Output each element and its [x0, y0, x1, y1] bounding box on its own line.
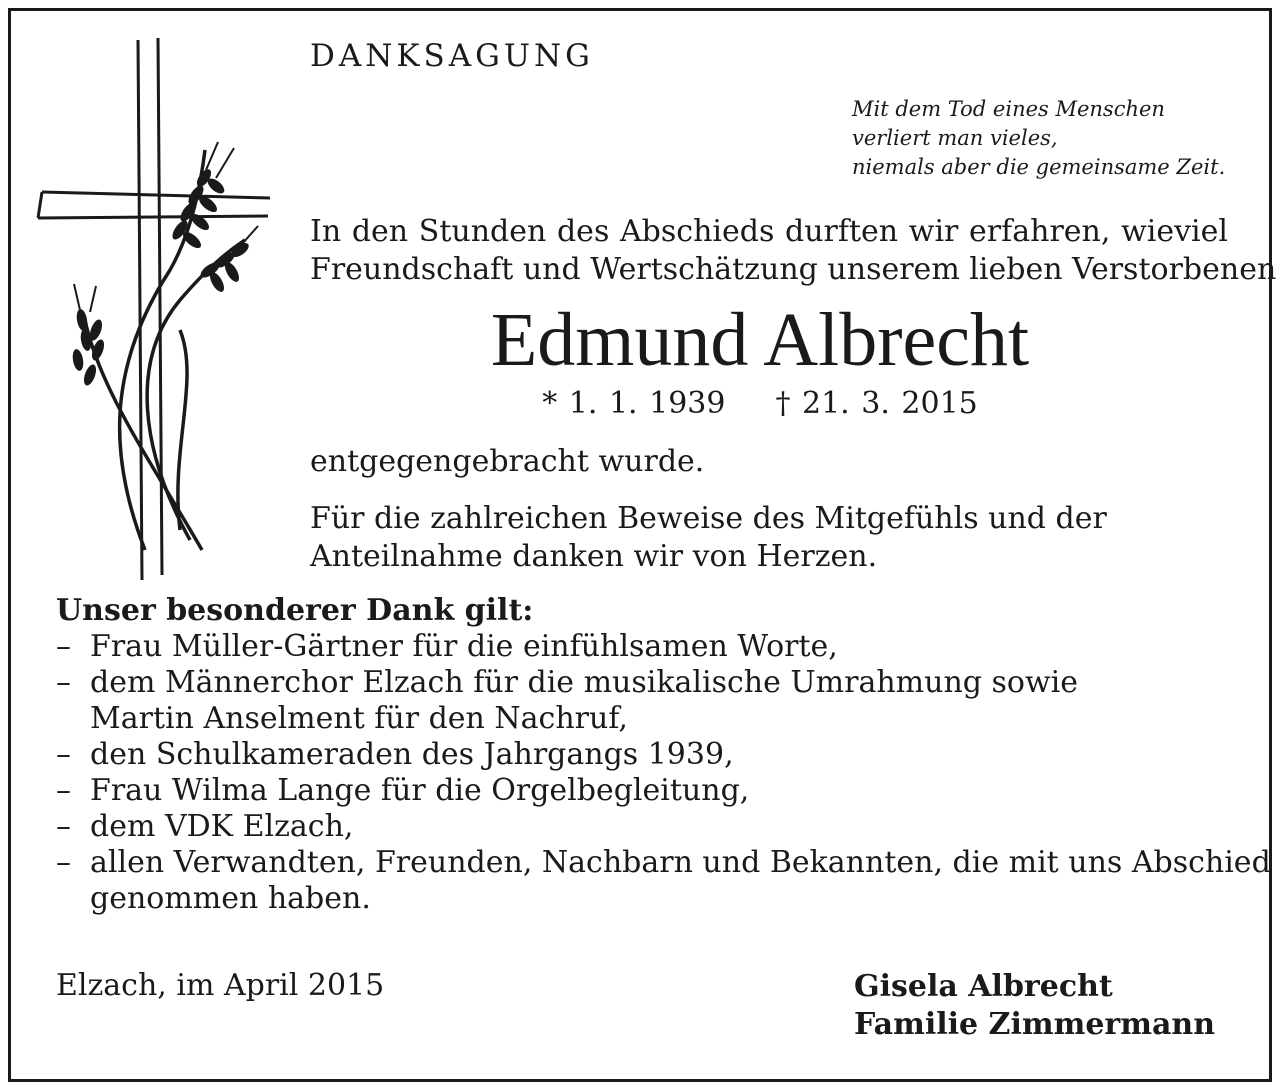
list-item [56, 809, 1236, 845]
dash-bullet: – [56, 809, 71, 844]
special-thanks-title: Unser besonderer Dank gilt: [56, 593, 534, 628]
signature-line: Familie Zimmermann [854, 1007, 1216, 1042]
list-item-line: Frau Wilma Lange für die Orgelbegleitung, [90, 773, 750, 808]
list-item-line: dem VDK Elzach, [90, 809, 354, 844]
intro-line: Freundschaft und Wertschätzung unserem lieben Verstorbenen [310, 252, 1277, 287]
list-item-line: Frau Müller-Gärtner für die einfühlsamen Worte, [90, 629, 838, 664]
place-date: Elzach, im April 2015 [56, 968, 385, 1003]
birth-date: * 1. 1. 1939 [542, 386, 726, 421]
list-item-line: dem Männerchor Elzach für die musikalische Umrahmung sowie [90, 665, 1078, 700]
intro-line: In den Stunden des Abschieds durften wir erfahren, wieviel [310, 214, 1228, 249]
list-item [56, 665, 1236, 737]
list-item [56, 845, 1271, 917]
dash-bullet: – [56, 665, 71, 700]
notice-heading: DANKSAGUNG [310, 38, 594, 74]
intro-text [310, 213, 1277, 289]
signatures [854, 968, 1215, 1044]
signature-line: Gisela Albrecht [854, 969, 1113, 1004]
list-item-line: genommen haben. [90, 881, 371, 916]
dash-bullet: – [56, 845, 71, 880]
cross-with-wheat-icon [30, 30, 280, 590]
list-item [56, 737, 1236, 773]
gratitude-line: Anteilnahme danken wir von Herzen. [310, 539, 878, 574]
list-item-line: allen Verwandten, Freunden, Nachbarn und Bekannten, die mit uns Abschied [90, 845, 1271, 880]
special-thanks [56, 593, 1271, 917]
quote-line: niemals aber die gemeinsame Zeit. [852, 155, 1226, 179]
gratitude-text [310, 500, 1107, 576]
deceased-name: Edmund Albrecht [490, 298, 1030, 382]
dash-bullet: – [56, 773, 71, 808]
quote-line: verliert man vieles, [852, 126, 1058, 150]
life-dates [300, 386, 1220, 421]
list-item [56, 773, 1236, 809]
list-item-line: Martin Anselment für den Nachruf, [90, 701, 628, 736]
thanks-list [56, 629, 1271, 917]
list-item [56, 629, 1236, 665]
gratitude-line: Für die zahlreichen Beweise des Mitgefühls und der [310, 501, 1107, 536]
intro-continuation: entgegengebracht wurde. [310, 444, 705, 479]
death-date: † 21. 3. 2015 [775, 386, 978, 421]
dash-bullet: – [56, 737, 71, 772]
quote-line: Mit dem Tod eines Menschen [852, 97, 1165, 121]
dash-bullet: – [56, 629, 71, 664]
list-item-line: den Schulkameraden des Jahrgangs 1939, [90, 737, 734, 772]
epitaph-quote [852, 95, 1225, 182]
